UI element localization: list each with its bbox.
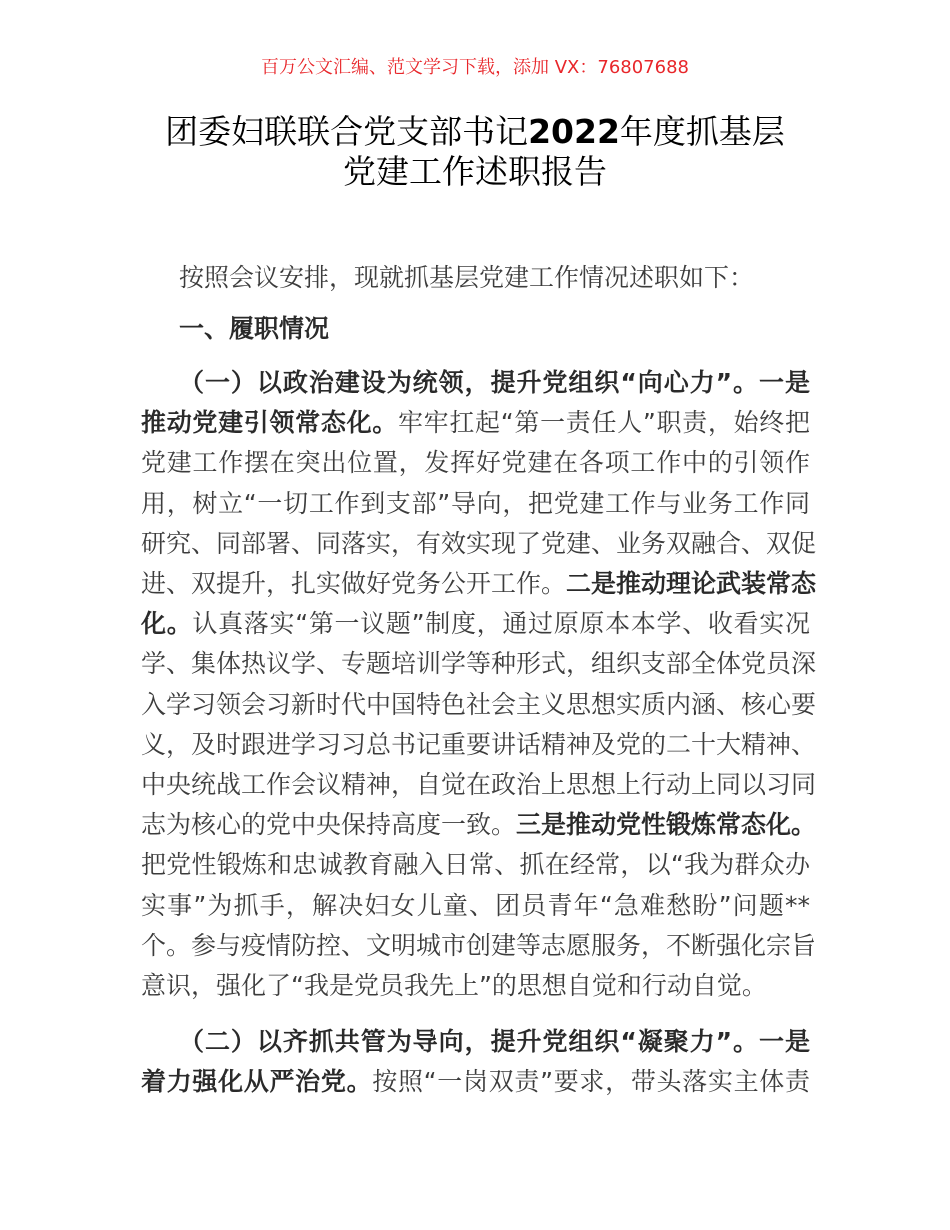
text-line [141, 770, 817, 800]
body-text: 义，及时跟进学习习总书记重要讲话精神及党的二十大精神、 [141, 729, 817, 759]
bold-text: （二）以齐抓共管为导向，提升党组织“凝聚力”。一是 [179, 1027, 810, 1057]
body-text: 学、集体热议学、专题培训学等种形式，组织支部全体党员深 [141, 649, 817, 679]
body-text: 认真落实“第一议题”制度，通过原原本本学、收看实况 [192, 609, 810, 639]
body-text: 研究、同部署、同落实，有效实现了党建、业务双融合、双促 [141, 528, 817, 558]
body-text: 志为核心的党中央保持高度一致。 [141, 810, 517, 840]
text-line [141, 891, 810, 921]
title-year: 2022 [528, 112, 620, 151]
body-text: 党建工作摆在突出位置，发挥好党建在各项工作中的引领作 [141, 448, 810, 478]
text-line [141, 689, 817, 720]
text-line [141, 569, 817, 599]
body-text: 进、双提升，扎实做好党务公开工作。 [141, 569, 567, 598]
body-text: 入学习领会习新时代中国特色社会主义思想实质内涵、核心要 [141, 689, 817, 719]
document-title-line-1 [0, 112, 950, 152]
body-text: 按照会议安排，现就抓基层党建工作情况述职如下： [179, 263, 755, 292]
text-line [179, 368, 810, 398]
body-text: 实事”为抓手，解决妇女儿童、团员青年“急难愁盼”问题** [141, 890, 810, 920]
body-text: 用，树立“一切工作到支部”导向，把党建工作与业务工作同 [141, 488, 810, 518]
title-text: 年度抓基层 [619, 112, 785, 151]
bold-text: （一）以政治建设为统领，提升党组织“向心力”。一是 [179, 368, 810, 397]
bold-text: 二是推动理论武装常态 [566, 569, 817, 598]
body-text: 把党性锻炼和忠诚教育融入日常、抓在经常，以“我为群众办 [141, 850, 810, 880]
text-line [141, 609, 810, 639]
text-line [141, 971, 810, 1001]
text-line [179, 1027, 810, 1057]
body-text: 个。参与疫情防控、文明城市创建等志愿服务，不断强化宗旨 [141, 930, 817, 960]
text-line [141, 649, 817, 679]
bold-text: 化。 [141, 609, 193, 639]
text-line [141, 528, 817, 559]
bold-text: 三是推动党性锻炼常态化。 [516, 810, 817, 840]
text-line [141, 850, 810, 880]
title-text: 团委妇联联合党支部书记 [165, 112, 529, 151]
text-line [141, 810, 817, 840]
text-line [141, 1067, 810, 1097]
text-line [141, 729, 817, 760]
text-line [141, 408, 810, 438]
text-line [141, 930, 817, 961]
body-text: 意识，强化了“我是党员我先上”的思想自觉和行动自觉。 [141, 971, 767, 1000]
text-line [179, 314, 810, 344]
text-line [179, 263, 810, 293]
bold-text: 一、履职情况 [179, 314, 330, 343]
body-text: 牢牢扛起“第一责任人”职责，始终把 [397, 408, 810, 438]
text-line [141, 489, 810, 519]
document-title-line-2: 党建工作述职报告 [343, 152, 607, 191]
bold-text: 推动党建引领常态化。 [141, 408, 398, 438]
watermark-banner: 百万公文汇编、范文学习下载，添加 VX：76807688 [261, 57, 689, 78]
text-line [141, 448, 810, 478]
body-text: 按照“一岗双责”要求，带头落实主体责 [372, 1067, 810, 1097]
bold-text: 着力强化从严治党。 [141, 1067, 373, 1097]
body-text: 中央统战工作会议精神，自觉在政治上思想上行动上同以习同 [141, 770, 817, 799]
